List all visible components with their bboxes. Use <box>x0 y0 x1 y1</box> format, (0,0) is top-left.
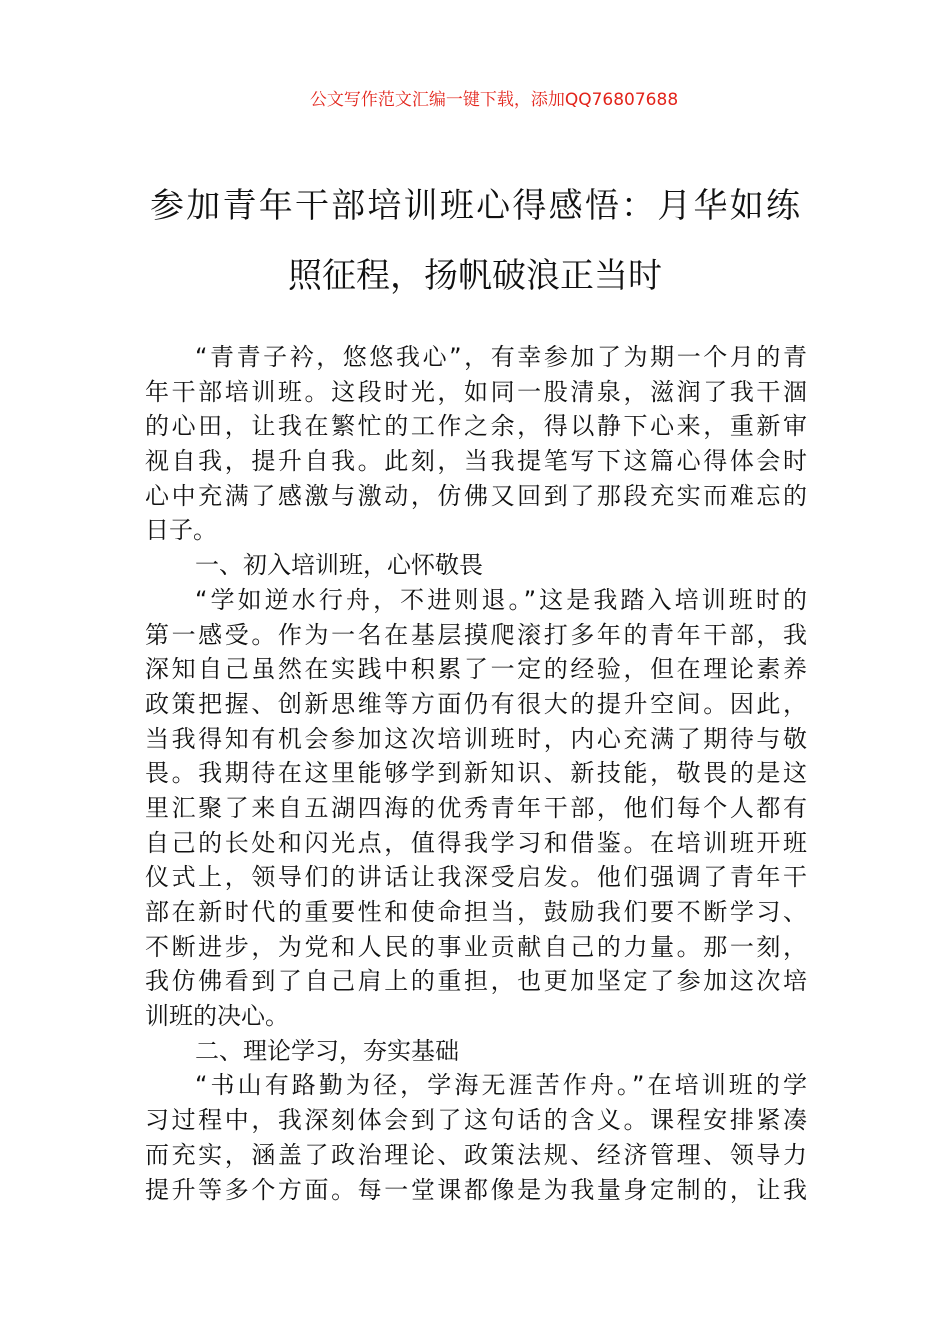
paragraph-line: 里汇聚了来自五湖四海的优秀青年干部，他们每个人都有 <box>145 793 807 822</box>
paragraph-line: 的心田，让我在繁忙的工作之余，得以静下心来，重新审 <box>145 412 807 441</box>
paragraph-line: 年干部培训班。这段时光，如同一股清泉，滋润了我干涸 <box>145 377 807 406</box>
paragraph-line: 政策把握、创新思维等方面仍有很大的提升空间。因此， <box>145 689 807 718</box>
paragraph-line: 当我得知有机会参加这次培训班时，内心充满了期待与敬 <box>145 724 807 753</box>
paragraph-line: 第一感受。作为一名在基层摸爬滚打多年的青年干部，我 <box>145 620 807 649</box>
paragraph-line: 不断进步，为党和人民的事业贡献自己的力量。那一刻， <box>145 932 807 961</box>
document-title-line-2: 照征程，扬帆破浪正当时 <box>288 256 662 296</box>
paragraph-line: 而充实，涵盖了政治理论、政策法规、经济管理、领导力 <box>145 1140 807 1169</box>
promo-banner: 公文写作范文汇编一键下载，添加QQ76807688 <box>309 90 679 110</box>
section-heading: 一、初入培训班，心怀敬畏 <box>195 551 483 580</box>
paragraph-line: 深知自己虽然在实践中积累了一定的经验，但在理论素养 <box>145 655 807 684</box>
paragraph-line: 我仿佛看到了自己肩上的重担，也更加坚定了参加这次培 <box>145 967 807 996</box>
paragraph-line: 视自我，提升自我。此刻，当我提笔写下这篇心得体会时 <box>145 447 807 476</box>
paragraph-line: 提升等多个方面。每一堂课都像是为我量身定制的，让我 <box>145 1175 807 1204</box>
document-body <box>145 340 807 1207</box>
paragraph-line: 习过程中，我深刻体会到了这句话的含义。课程安排紧凑 <box>145 1106 807 1135</box>
paragraph-line: 心中充满了感激与激动，仿佛又回到了那段充实而难忘的 <box>145 481 807 510</box>
paragraph-line: 部在新时代的重要性和使命担当，鼓励我们要不断学习、 <box>145 898 807 926</box>
section-heading: 二、理论学习，夯实基础 <box>195 1036 459 1065</box>
paragraph-line: 日子。 <box>145 516 217 545</box>
paragraph-line: “学如逆水行舟，不进则退。”这是我踏入培训班时的 <box>195 585 807 614</box>
document-title-line-1: 参加青年干部培训班心得感悟：月华如练 <box>150 186 800 226</box>
paragraph-line: 训班的决心。 <box>145 1002 289 1031</box>
paragraph-line: 仪式上，领导们的讲话让我深受启发。他们强调了青年干 <box>145 863 807 892</box>
paragraph-line: 自己的长处和闪光点，值得我学习和借鉴。在培训班开班 <box>145 828 807 857</box>
paragraph-line: 畏。我期待在这里能够学到新知识、新技能，敬畏的是这 <box>145 759 807 788</box>
paragraph-line: “书山有路勤为径，学海无涯苦作舟。”在培训班的学 <box>195 1071 807 1100</box>
paragraph-line: “青青子衿，悠悠我心”，有幸参加了为期一个月的青 <box>195 343 807 371</box>
